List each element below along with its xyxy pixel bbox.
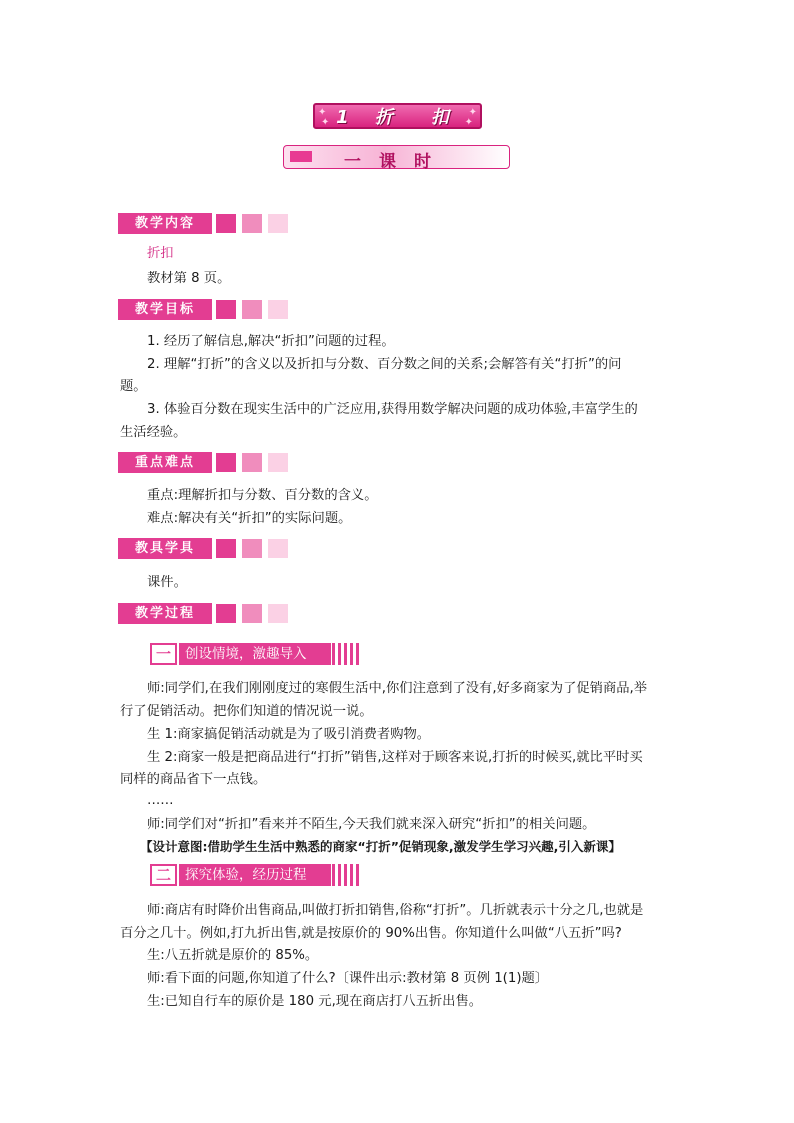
objective-line: 3. 体验百分数在现实生活中的广泛应用,获得用数学解决问题的成功体验,丰富学生的 (147, 402, 638, 417)
objective-line: 题。 (120, 379, 147, 394)
dialogue-line: 生 2:商家一般是把商品进行“打折”销售,这样对于顾客来说,打折的时候买,就比平时买 (147, 750, 643, 765)
stage-heading-2 (150, 864, 363, 886)
decor-square (242, 300, 262, 319)
dialogue-line: 师:看下面的问题,你知道了什么?〔课件出示:教材第 8 页例 1(1)题〕 (147, 971, 549, 986)
decor-square (216, 453, 236, 472)
content-topic: 折扣 (147, 246, 174, 261)
decor-square (216, 300, 236, 319)
design-note: 【设计意图:借助学生生活中熟悉的商家“打折”促销现象,激发学生学习兴趣,引入新课】 (140, 839, 621, 854)
dialogue-line: 生:八五折就是原价的 85%。 (147, 948, 319, 963)
objective-line: 生活经验。 (120, 425, 187, 440)
decor-square (268, 453, 288, 472)
dialogue-line: 师:同学们对“折扣”看来并不陌生,今天我们就来深入研究“折扣”的相关问题。 (147, 817, 596, 832)
lesson-subtitle-banner (283, 145, 510, 172)
dialogue-line: 生:已知自行车的原价是 180 元,现在商店打八五折出售。 (147, 994, 483, 1009)
section-label: 教具学具 (118, 538, 212, 559)
stage-heading-1 (150, 643, 363, 665)
dialogue-line: 百分之几十。例如,打九折出售,就是按原价的 90%出售。你知道什么叫做“八五折”吗? (120, 926, 622, 941)
decor-square (268, 604, 288, 623)
lesson-title: 1 折 扣 (336, 107, 459, 128)
stage-number: 二 (150, 864, 177, 886)
decor-square (242, 453, 262, 472)
decor-stripes (332, 643, 362, 665)
key-point-line: 难点:解决有关“折扣”的实际问题。 (147, 511, 352, 526)
dialogue-line: 行了促销活动。把你们知道的情况说一说。 (120, 704, 373, 719)
decor-square (268, 214, 288, 233)
dialogue-line: 师:商店有时降价出售商品,叫做打折扣销售,俗称“打折”。几折就表示十分之几,也就是 (147, 903, 644, 918)
decor-square (242, 214, 262, 233)
decor-square (242, 604, 262, 623)
decor-square (216, 539, 236, 558)
section-label: 教学过程 (118, 603, 212, 624)
sparkle-icon: ✦ (318, 107, 327, 118)
decor-square (216, 214, 236, 233)
stage-label: 探究体验，经历过程 (179, 864, 331, 886)
decor-square (216, 604, 236, 623)
sparkle-icon: ✦ (464, 117, 473, 128)
content-ref: 教材第 8 页。 (147, 271, 231, 286)
section-label: 教学内容 (118, 213, 212, 234)
dialogue-line: 生 1:商家搞促销活动就是为了吸引消费者购物。 (147, 727, 431, 742)
lesson-subtitle: 一课时 (344, 152, 449, 172)
stage-label: 创设情境，激趣导入 (179, 643, 331, 665)
key-point-line: 重点:理解折扣与分数、百分数的含义。 (147, 488, 378, 503)
tools-text: 课件。 (147, 575, 187, 590)
section-label: 教学目标 (118, 299, 212, 320)
dialogue-line: 同样的商品省下一点钱。 (120, 772, 267, 787)
decor-square (268, 539, 288, 558)
ellipsis: …… (147, 793, 174, 808)
decor-square (268, 300, 288, 319)
sparkle-icon: ✦ (468, 107, 477, 118)
decor-stripes (332, 864, 362, 886)
section-label: 重点难点 (118, 452, 212, 473)
dialogue-line: 师:同学们,在我们刚刚度过的寒假生活中,你们注意到了没有,好多商家为了促销商品,举 (147, 681, 648, 696)
objective-line: 2. 理解“打折”的含义以及折扣与分数、百分数之间的关系;会解答有关“打折”的问 (147, 357, 622, 372)
lesson-title-banner (313, 103, 482, 129)
stage-number: 一 (150, 643, 177, 665)
decor-square (242, 539, 262, 558)
sparkle-icon: ✦ (321, 117, 330, 128)
objective-line: 1. 经历了解信息,解决“折扣”问题的过程。 (147, 334, 395, 349)
